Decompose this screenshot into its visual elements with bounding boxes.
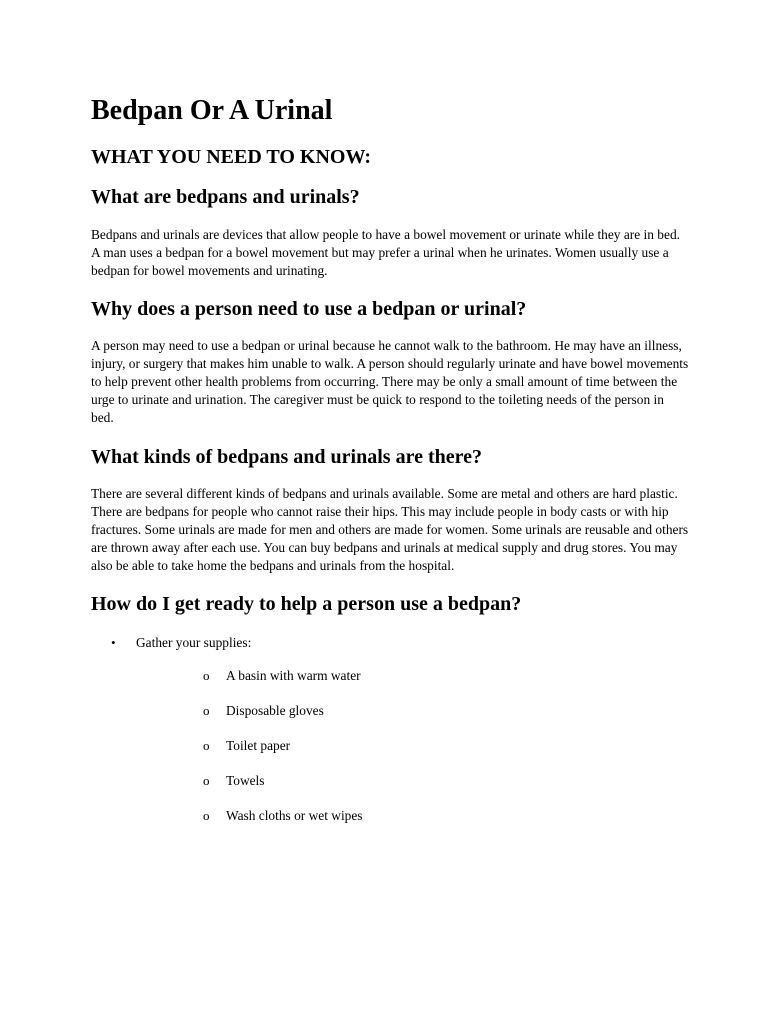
circle-bullet-icon: o [203,703,210,718]
sub-list-item-label: A basin with warm water [226,668,361,683]
sub-list-item-label: Disposable gloves [226,703,324,718]
section-heading-kinds: What kinds of bedpans and urinals are there? [91,446,483,468]
sub-list-item [136,667,689,685]
sub-list-item [136,702,689,720]
circle-bullet-icon: o [203,808,210,823]
section-heading-why: Why does a person need to use a bedpan or urinal? [91,298,527,320]
page-title: Bedpan Or A Urinal [91,95,333,126]
bullet-icon: • [111,635,116,650]
sub-list-item-label: Toilet paper [226,738,291,753]
sub-list-item [136,807,689,825]
circle-bullet-icon: o [203,668,210,683]
section-body-why: A person may need to use a bedpan or urinal because he cannot walk to the bathroom. He may have an illness, injury, or surgery that makes him unable to walk. A person should regularly urinate and have bowel movements to help prevent other health problems from occurring. There may be only a small amount of time between the urge to urinate and urination. The caregiver must be quick to respond to the toileting needs of the person in bed. [91,338,689,425]
circle-bullet-icon: o [203,773,210,788]
supplies-sublist [136,667,689,825]
list-item [91,634,689,825]
sub-list-item [136,772,689,790]
section-body-what-are: Bedpans and urinals are devices that allow people to have a bowel movement or urinate while they are in bed. A man uses a bedpan for a bowel movement but may prefer a urinal when he urinates. Women usually use a bedpan for bowel movements and urinating. [91,227,680,278]
section-heading-what-are: What are bedpans and urinals? [91,186,360,208]
supplies-list [91,634,689,825]
document-page [91,94,689,825]
circle-bullet-icon: o [203,738,210,753]
sub-list-item-label: Towels [226,773,265,788]
list-item-label: Gather your supplies: [136,635,252,650]
sub-list-item [136,737,689,755]
sub-list-item-label: Wash cloths or wet wipes [226,808,363,823]
document-subtitle: WHAT YOU NEED TO KNOW: [91,146,372,168]
section-body-kinds: There are several different kinds of bedpans and urinals available. Some are metal and others are hard plastic. There are bedpans for people who cannot raise their hips. This may include people in body casts or with hip fractures. Some urinals are made for men and others are made for women. Some urinals are reusable and others are thrown away after each use. You can buy bedpans and urinals at medical supply and drug stores. You may also be able to take home the bedpans and urinals from the hospital. [91,486,689,573]
section-heading-get-ready: How do I get ready to help a person use a bedpan? [91,593,522,615]
